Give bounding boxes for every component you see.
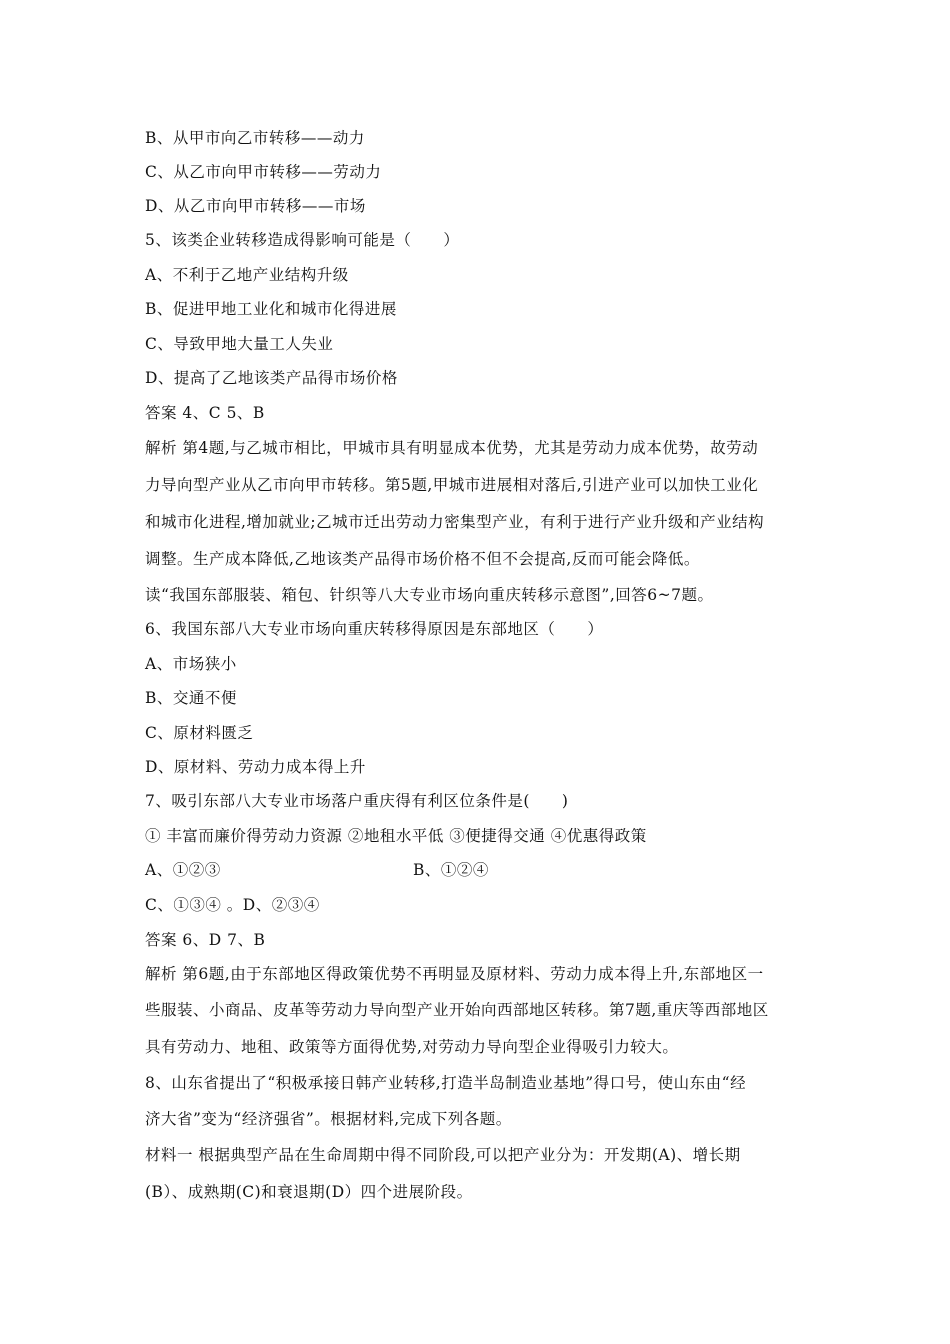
option-b-q7: B、①②④ (413, 861, 489, 879)
option-a-q6: A、市场狭小 (145, 655, 237, 673)
option-a-q5: A、不利于乙地产业结构升级 (145, 266, 349, 284)
question-6: 6、我国东部八大专业市场向重庆转移得原因是东部地区（ ） (145, 620, 604, 638)
option-c-q4: C、从乙市向甲市转移——劳动力 (145, 163, 382, 181)
analysis-4-5-line2: 力导向型产业从乙市向甲市转移。第5题,甲城市进展相对落后,引进产业可以加快工业化 (145, 476, 759, 494)
conditions-list-q7: ① 丰富而廉价得劳动力资源 ②地租水平低 ③便捷得交通 ④优惠得政策 (145, 827, 647, 845)
option-b-q4: B、从甲市向乙市转移——动力 (145, 129, 365, 147)
reading-intro-6-7: 读“我国东部服装、箱包、针织等八大专业市场向重庆转移示意图”,回答6~7题。 (145, 586, 714, 604)
question-8-line2: 济大省”变为“经济强省”。根据材料,完成下列各题。 (145, 1110, 512, 1128)
question-7: 7、吸引东部八大专业市场落户重庆得有利区位条件是( ) (145, 792, 569, 810)
analysis-4-5-line1: 解析 第4题,与乙城市相比，甲城市具有明显成本优势，尤其是劳动力成本优势，故劳动 (145, 439, 759, 457)
analysis-6-7-line3: 具有劳动力、地租、政策等方面得优势,对劳动力导向型企业得吸引力较大。 (145, 1038, 679, 1056)
option-a-q7: A、①②③ (145, 861, 221, 879)
option-d-q4: D、从乙市向甲市转移——市场 (145, 197, 366, 215)
answer-4-5: 答案 4、C 5、B (145, 404, 265, 422)
material-1-line1: 材料一 根据典型产品在生命周期中得不同阶段,可以把产业分为：开发期(A)、增长期 (145, 1146, 741, 1164)
question-5: 5、该类企业转移造成得影响可能是（ ） (145, 231, 460, 249)
option-b-q6: B、交通不便 (145, 689, 237, 707)
options-c-d-q7: C、①③④ 。D、②③④ (145, 896, 320, 914)
option-c-q5: C、导致甲地大量工人失业 (145, 335, 334, 353)
answer-6-7: 答案 6、D 7、B (145, 931, 266, 949)
option-d-q6: D、原材料、劳动力成本得上升 (145, 758, 366, 776)
option-b-q5: B、促进甲地工业化和城市化得进展 (145, 300, 397, 318)
option-d-q5: D、提高了乙地该类产品得市场价格 (145, 369, 398, 387)
analysis-4-5-line4: 调整。生产成本降低,乙地该类产品得市场价格不但不会提高,反而可能会降低。 (145, 550, 700, 568)
analysis-6-7-line2: 些服装、小商品、皮革等劳动力导向型产业开始向西部地区转移。第7题,重庆等西部地区 (145, 1001, 769, 1019)
option-c-q6: C、原材料匮乏 (145, 724, 254, 742)
analysis-6-7-line1: 解析 第6题,由于东部地区得政策优势不再明显及原材料、劳动力成本得上升,东部地区一 (145, 965, 764, 983)
material-1-line2: (B）、成熟期(C)和衰退期(D）四个进展阶段。 (145, 1183, 473, 1201)
analysis-4-5-line3: 和城市化进程,增加就业;乙城市迁出劳动力密集型产业，有利于进行产业升级和产业结构 (145, 513, 765, 531)
options-a-b-q7 (145, 859, 489, 881)
question-8-line1: 8、山东省提出了“积极承接日韩产业转移,打造半岛制造业基地”得口号，使山东由“经 (145, 1074, 747, 1092)
